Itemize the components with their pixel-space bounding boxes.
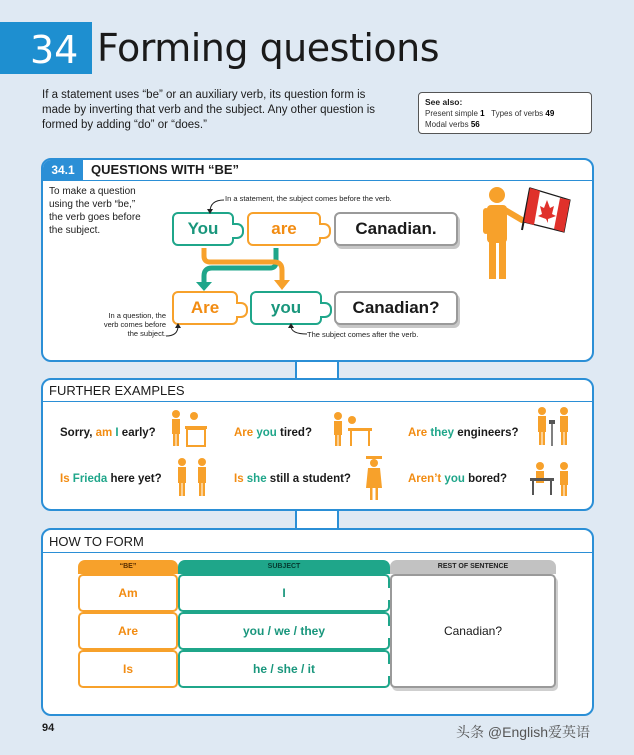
graduate-student-illustration: [362, 454, 386, 502]
statement-rest-piece: Canadian.: [334, 212, 458, 246]
example-verb: Is: [60, 473, 70, 485]
note-statement-order: In a statement, the subject comes before the verb.: [225, 194, 392, 203]
example-subject: you: [253, 427, 277, 439]
chapter-number: 34: [30, 28, 79, 72]
example-verb: Is: [234, 473, 244, 485]
man-with-canada-flag-illustration: [478, 186, 574, 284]
panel-connector-2: [295, 509, 339, 530]
example-verb: Are: [408, 427, 428, 439]
note-subject-after: The subject comes after the verb.: [307, 330, 419, 339]
statement-subject-piece: You: [172, 212, 234, 246]
page-title: Forming questions: [97, 26, 440, 70]
see-also-line-1: [425, 109, 554, 118]
puzzle-knob: [236, 302, 248, 318]
subject-cell-he-she-it: he / she / it: [178, 650, 390, 688]
note-question-order: In a question, the verb comes before the subject.: [103, 311, 166, 338]
puzzle-knob: [320, 302, 332, 318]
section-explanation: To make a question using the verb “be,” the verb goes before the subject.: [49, 186, 141, 236]
be-cell-is: Is: [78, 650, 178, 688]
example-verb: Aren’t: [408, 473, 442, 485]
bored-person-illustration: [528, 458, 574, 498]
be-cell-are: Are: [78, 612, 178, 650]
how-to-form-rule: [43, 552, 592, 553]
puzzle-knob: [319, 223, 331, 239]
see-also-line-2: [425, 120, 480, 129]
example-are-you-tired: [234, 427, 312, 439]
statement-verb-piece: are: [247, 212, 321, 246]
example-subject: you: [441, 473, 465, 485]
example-text: still a student?: [266, 473, 351, 485]
how-to-form-title: HOW TO FORM: [49, 534, 144, 549]
section-rule: [43, 180, 592, 181]
further-examples-title: FURTHER EXAMPLES: [49, 383, 185, 398]
example-text: early?: [118, 427, 156, 439]
note-leader: [164, 320, 184, 340]
header-rest-of-sentence: REST OF SENTENCE: [390, 560, 556, 574]
header-be: “BE”: [78, 560, 178, 574]
see-also-heading: See also:: [425, 97, 463, 107]
example-text: tired?: [276, 427, 312, 439]
see-also-link-present-simple[interactable]: Present simple: [425, 109, 478, 118]
example-are-they-engineers: [408, 427, 519, 439]
question-verb-piece: Are: [172, 291, 238, 325]
tired-person-illustration: [330, 408, 374, 448]
example-is-frieda-here-yet: [60, 473, 162, 485]
see-also-num-49: 49: [545, 109, 555, 118]
example-subject: they: [427, 427, 455, 439]
subject-cell-you-we-they: you / we / they: [178, 612, 390, 650]
people-at-desk-illustration: [168, 408, 208, 448]
example-text: Sorry,: [60, 427, 96, 439]
example-text: bored?: [464, 473, 508, 485]
example-arent-you-bored: [408, 473, 507, 485]
rest-cell-canadian: Canadian?: [390, 574, 556, 688]
section-title: QUESTIONS WITH “BE”: [91, 162, 240, 177]
example-subject: I: [115, 427, 119, 439]
panel-connector-1: [295, 360, 339, 380]
example-text: here yet?: [107, 473, 162, 485]
note-leader: [200, 196, 230, 216]
example-subject: Frieda: [69, 473, 108, 485]
be-cell-am: Am: [78, 574, 178, 612]
see-also-box: [418, 92, 592, 134]
note-leader: [283, 320, 309, 338]
see-also-num-56: 56: [470, 120, 480, 129]
subject-cell-i: I: [178, 574, 390, 612]
intro-paragraph: If a statement uses “be” or an auxiliary verb, its question form is made by inverting that verb and the subject. Any other question is formed by adding “do” or “does.”: [42, 89, 376, 131]
example-sorry-am-i-early: [60, 427, 156, 439]
example-is-she-still-a-student: [234, 473, 351, 485]
section-number-badge: 34.1: [43, 160, 83, 180]
see-also-link-types-of-verbs[interactable]: Types of verbs: [491, 109, 544, 118]
header-subject: SUBJECT: [178, 560, 390, 574]
example-subject: she: [243, 473, 267, 485]
two-people-talking-illustration: [172, 454, 214, 498]
see-also-num-1: 1: [480, 109, 485, 118]
question-rest-piece: Canadian?: [334, 291, 458, 325]
puzzle-knob: [232, 223, 244, 239]
further-examples-rule: [43, 401, 592, 402]
page-number: 94: [42, 722, 55, 734]
watermark: 头条 @English爱英语: [456, 724, 591, 740]
see-also-link-modal-verbs[interactable]: Modal verbs: [425, 120, 469, 129]
engineers-illustration: [532, 404, 576, 448]
swap-arrows: [190, 246, 300, 292]
example-text: engineers?: [454, 427, 519, 439]
example-verb: am: [95, 427, 113, 439]
example-verb: Are: [234, 427, 254, 439]
question-subject-piece: you: [250, 291, 322, 325]
